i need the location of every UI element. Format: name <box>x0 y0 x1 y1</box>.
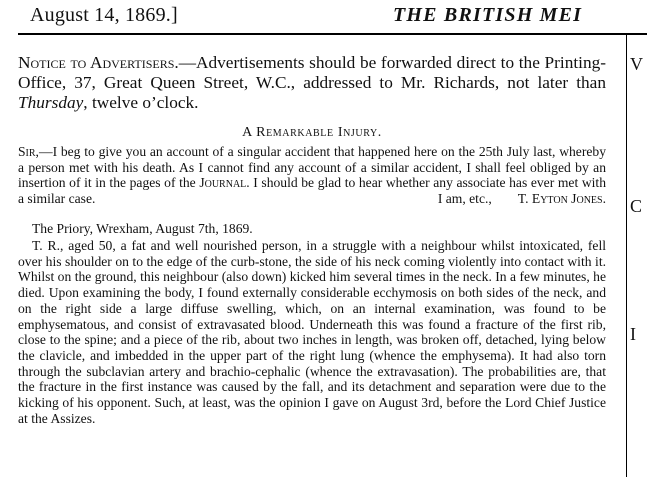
case-report: T. R., aged 50, a fat and well nourished person, in a struggle with a neighbour whilst intoxicated, fell over his shoulder on to the edge of the curb-stone, the side of his neck coming violently into contact with it. Whilst on the ground, this neighbour (also down) kicked him several times in the neck. In a few minutes, he died. Upon examining the body, I found externally considerable ecchymosis on both sides of the neck, and on the right side a large diffuse swelling, which, on an internal examination, was found to be emphysematous, and consist of extravasated blood. Underneath this was found a fracture of the first rib, close to the spine; and a piece of the rib, about two inches in length, was broken off, detached, lying below the clavicle, and imbedded in the upper part of the right lung (whence the emphysema). It had also torn through the subclavian artery and brachio-cephalic (whence the extravasation). The probabilities are, that the fracture in the first instance was caused by the fall, and its detachment and separation were due to the kicking of his opponent. Such, at least, was the opinion I gave on August 3rd, before the Lord Chief Justice at the Assizes. <box>18 238 606 426</box>
header-rule <box>18 33 647 35</box>
notice-day: Thursday <box>18 93 84 112</box>
signature: T. Eyton Jones. <box>517 191 606 207</box>
notice-text: —Advertisements should be forwarded direct to the Printing-Office, 37, Great Queen Street, W.C., addressed to Mr. Richards, not later than <box>18 53 606 92</box>
notice-text-end: , twelve o’clock. <box>83 93 199 112</box>
letter-paragraph <box>18 144 606 207</box>
salutation: Sir, <box>18 144 39 159</box>
issue-date: August 14, 1869.] <box>30 4 178 26</box>
journal-word: Journal <box>199 175 247 191</box>
journal-title: THE BRITISH MEI <box>393 4 583 26</box>
next-column-fragment: V <box>630 54 643 74</box>
next-column-fragment: C <box>630 196 643 216</box>
column-rule <box>626 35 627 477</box>
signature-line <box>18 191 606 207</box>
notice-to-advertisers <box>18 53 606 113</box>
letter-text-end: . I should be glad to hear whether any associate has ever met with a similar case. <box>18 175 606 207</box>
place-and-date: The Priory, Wrexham, August 7th, 1869. <box>32 221 253 236</box>
closing: I am, etc., <box>437 191 492 207</box>
notice-label: Notice to Advertisers. <box>18 53 179 72</box>
next-column-fragment: I <box>630 324 636 344</box>
letter-text: —I beg to give you an account of a singular accident that happened here on the 25th July last, whereby a person met with his death. As I cannot find any account of a similar accident, I shall feel obliged by an insertion of it in the pages of the <box>18 144 606 191</box>
article-title: A Remarkable Injury. <box>242 125 382 140</box>
